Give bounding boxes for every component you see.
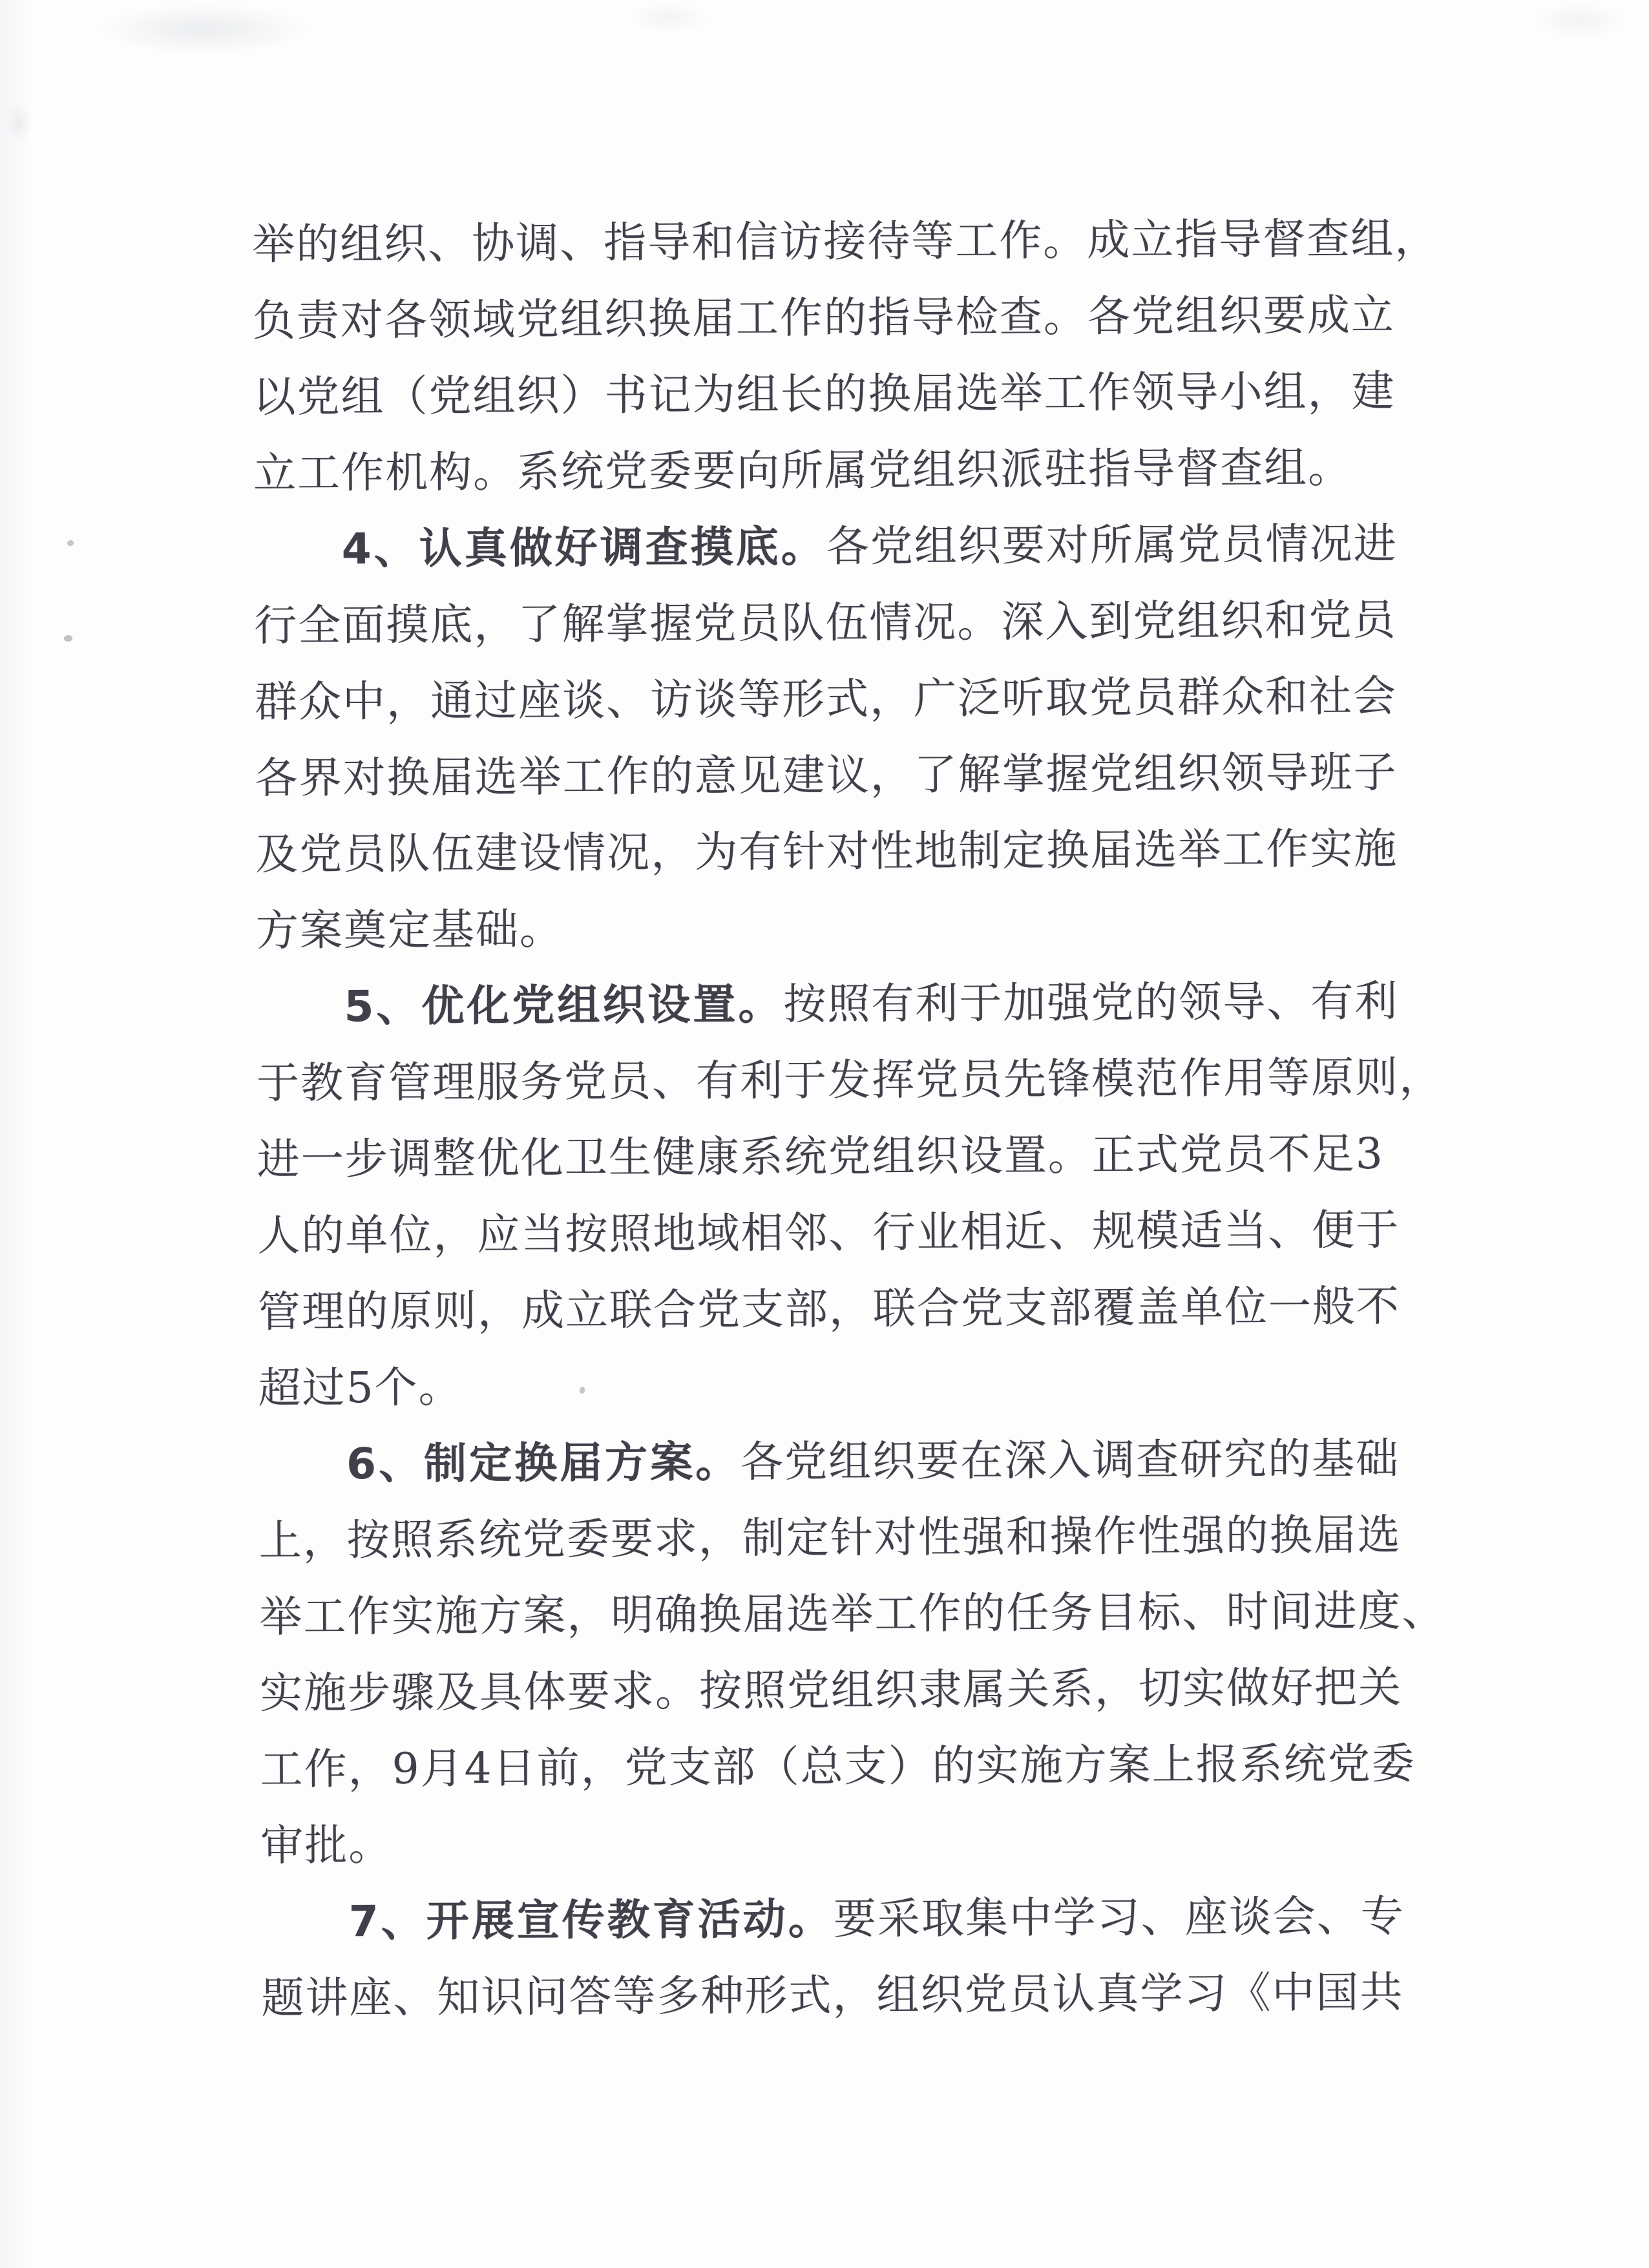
text-segment: 于教育管理服务党员、有利于发挥党员先锋模范作用等原则， <box>256 1052 1444 1108</box>
text-line <box>258 1420 1445 1503</box>
paragraph-heading: 4、认真做好调查摸底。 <box>341 521 826 574</box>
text-line <box>257 1039 1444 1122</box>
scan-speck <box>67 540 74 546</box>
text-segment: 题讲座、知识问答等多种形式，组织党员认真学习《中国共 <box>261 1967 1404 2023</box>
text-segment: 按照有利于加强党的领导、有利 <box>783 976 1399 1029</box>
scan-smudge-left-edge <box>6 103 32 142</box>
text-segment: 管理的原则，成立联合党支部，联合党支部覆盖单位一般不 <box>257 1281 1401 1337</box>
text-segment: 群众中，通过座谈、访谈等形式，广泛听取党员群众和社会 <box>254 671 1398 727</box>
text-line <box>260 1649 1447 1732</box>
text-segment: 上，按照系统党委要求，制定针对性强和操作性强的换届选 <box>258 1509 1402 1566</box>
text-segment: 行全面摸底，了解掌握党员队伍情况。深入到党组织和党员 <box>254 594 1397 651</box>
text-segment: 审批。 <box>260 1820 393 1871</box>
text-segment: 实施步骤及具体要求。按照党组织隶属关系，切实做好把关 <box>259 1662 1403 1718</box>
text-line <box>254 582 1441 664</box>
document-text-block <box>252 200 1448 2037</box>
text-line <box>260 1801 1447 1884</box>
text-line <box>255 734 1442 817</box>
text-line <box>259 1573 1446 1655</box>
text-segment: 举的组织、协调、指导和信访接待等工作。成立指导督查组， <box>252 213 1439 269</box>
text-segment: 进一步调整优化卫生健康系统党组织设置。正式党员不足3 <box>257 1128 1384 1184</box>
scan-speck <box>64 635 72 642</box>
text-line <box>261 1878 1448 1960</box>
text-line <box>255 658 1442 740</box>
text-line <box>258 1268 1445 1350</box>
text-line <box>253 429 1440 512</box>
text-segment: 立工作机构。系统党委要向所属党组织派驻指导督查组。 <box>253 443 1352 498</box>
text-segment: 举工作实施方案，明确换届选举工作的任务目标、时间进度、 <box>259 1586 1446 1642</box>
text-line <box>257 1115 1444 1198</box>
scan-smudge-top-left <box>97 4 310 54</box>
text-segment: 各党组织要在深入调查研究的基础 <box>740 1433 1400 1487</box>
scan-edge-shade <box>0 0 39 2268</box>
text-line <box>255 810 1442 893</box>
paragraph-heading: 7、开展宣传教育活动。 <box>348 1894 834 1947</box>
text-segment: 各党组织要对所属党员情况进 <box>826 518 1398 572</box>
text-line <box>260 1725 1447 1808</box>
scan-smudge-top-middle <box>627 3 711 32</box>
text-line <box>259 1496 1446 1579</box>
paragraph-heading: 6、制定换届方案。 <box>346 1437 741 1489</box>
text-line <box>256 887 1443 969</box>
text-segment: 要采取集中学习、座谈会、专 <box>833 1891 1405 1944</box>
text-segment: 各界对换届选举工作的意见建议，了解掌握党组织领导班子 <box>255 747 1398 803</box>
scan-smudge-top-right <box>1531 3 1628 39</box>
text-segment: 超过5个。 <box>258 1362 463 1413</box>
text-line <box>253 353 1440 436</box>
text-line <box>258 1344 1445 1427</box>
text-segment: 工作，9月4日前，党支部（总支）的实施方案上报系统党委 <box>260 1738 1416 1794</box>
text-line <box>253 277 1440 359</box>
text-segment: 以党组（党组织）书记为组长的换届选举工作领导小组，建 <box>253 366 1396 422</box>
paragraph-heading: 5、优化党组织设置。 <box>344 979 784 1032</box>
text-segment: 人的单位，应当按照地域相邻、行业相近、规模适当、便于 <box>257 1204 1400 1261</box>
text-line <box>252 200 1439 283</box>
text-line <box>257 1192 1444 1274</box>
text-segment: 负责对各领域党组织换届工作的指导检查。各党组织要成立 <box>252 289 1396 346</box>
text-segment: 方案奠定基础。 <box>255 904 564 956</box>
text-line <box>256 963 1443 1045</box>
text-segment: 及党员队伍建设情况，为有针对性地制定换届选举工作实施 <box>255 823 1398 879</box>
text-line <box>253 505 1440 588</box>
text-line <box>261 1954 1448 2037</box>
